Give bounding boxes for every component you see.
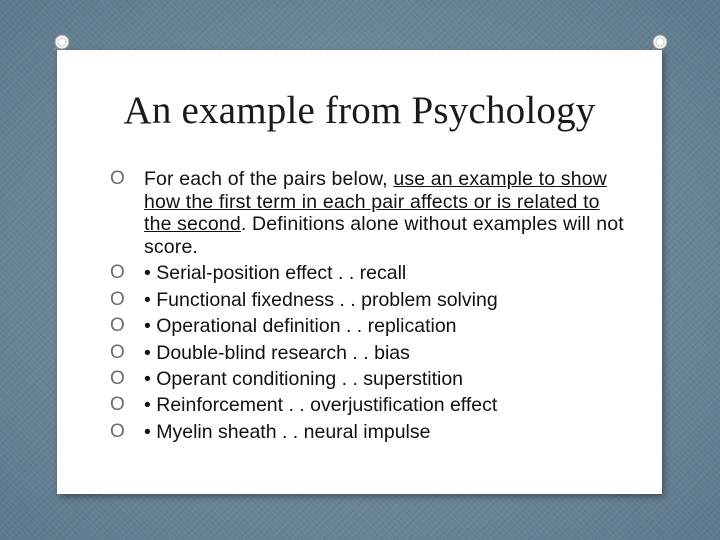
pushpin-icon <box>648 32 670 54</box>
list-item <box>110 421 630 443</box>
bullet-marker: O <box>110 315 125 337</box>
bullet-marker: O <box>110 168 125 189</box>
intro-part2: . Definitions alone without examples will not score. <box>144 213 624 258</box>
bullet-marker: O <box>110 262 125 284</box>
list-item <box>110 262 630 284</box>
list-item-text: • Operational definition . . replication <box>144 315 457 338</box>
slide-title: An example from Psychology <box>123 89 596 132</box>
list-item-text: • Reinforcement . . overjustification effect <box>144 394 498 417</box>
list-item-text: • Myelin sheath . . neural impulse <box>144 420 431 443</box>
bullet-marker: O <box>110 394 125 416</box>
list-item <box>110 394 630 416</box>
intro-text <box>144 168 630 258</box>
list-item-text: • Serial-position effect . . recall <box>144 262 407 285</box>
bullet-marker: O <box>110 367 125 389</box>
list-item <box>110 315 630 337</box>
intro-underlined: use an example to show how the first term in each pair affects or is related to the second <box>144 168 607 235</box>
bullet-marker: O <box>110 288 125 310</box>
list-item <box>110 368 630 390</box>
bullet-marker: O <box>110 341 125 363</box>
bullet-list <box>110 168 630 447</box>
list-item <box>110 289 630 311</box>
list-item-text: • Functional fixedness . . problem solving <box>144 288 498 311</box>
intro-part1: For each of the pairs below, <box>144 168 394 190</box>
pushpin-icon <box>50 32 72 54</box>
list-item <box>110 342 630 364</box>
list-item-text: • Operant conditioning . . superstition <box>144 367 464 390</box>
list-item-text: • Double-blind research . . bias <box>144 341 410 364</box>
list-item <box>110 168 630 258</box>
bullet-marker: O <box>110 420 125 442</box>
